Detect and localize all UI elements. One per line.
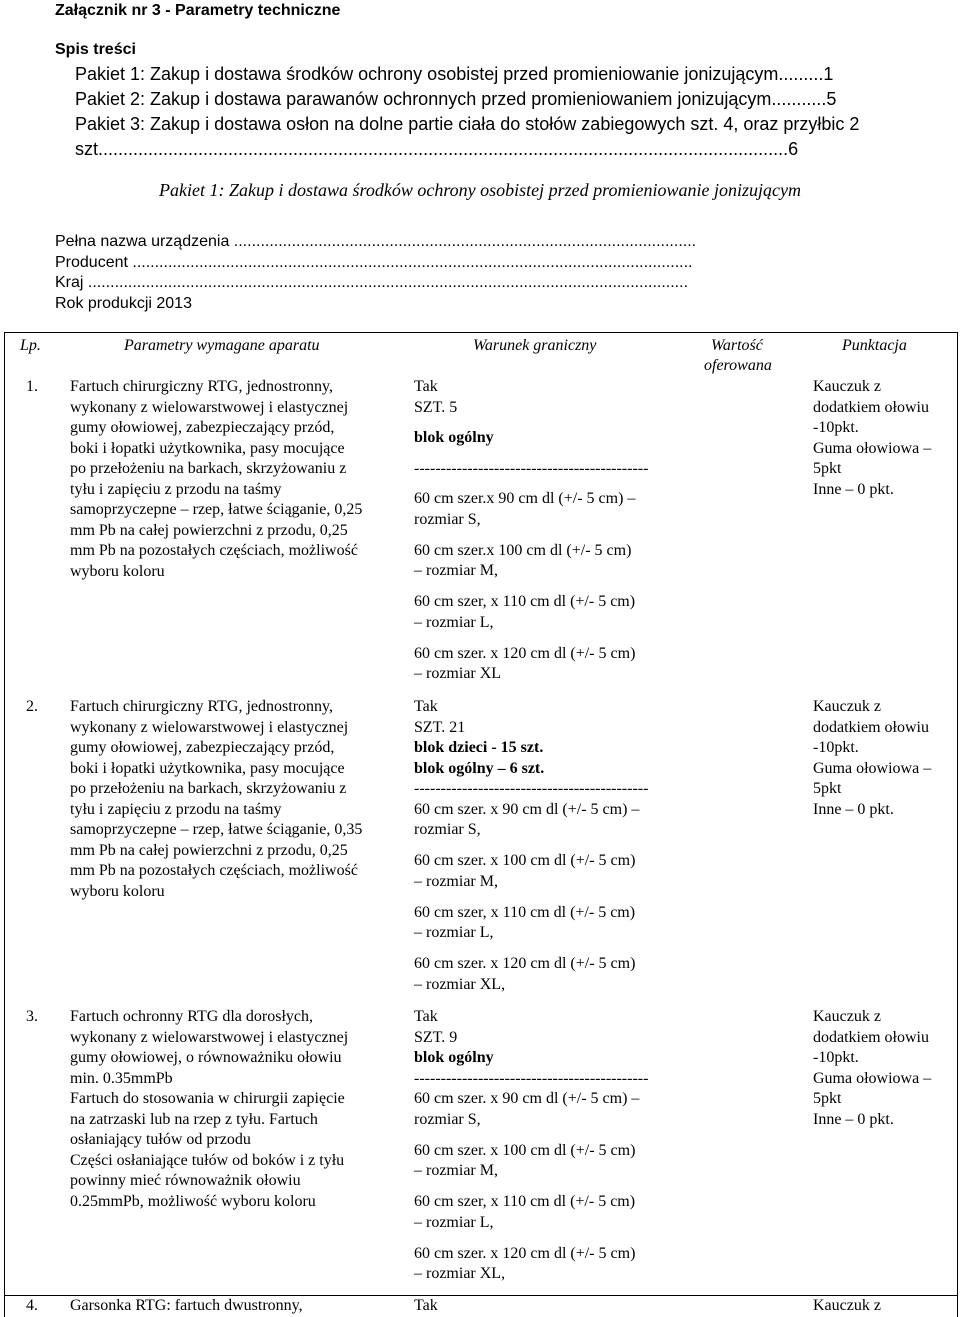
score-line: Guma ołowiowa – (813, 759, 932, 777)
row3-lp: 3. (26, 1008, 38, 1025)
header-params: Parametry wymagane aparatu (124, 337, 320, 354)
score-line: -10pkt. (813, 739, 859, 756)
score-line: dodatkiem ołowiu (813, 398, 929, 416)
size-line: 60 cm szer. x 90 cm dl (+/- 5 cm) – (414, 1090, 640, 1107)
param-line: samoprzyczepne – rzep, łatwe ściąganie, 0,35 (70, 821, 363, 838)
toc-title: Spis treści (55, 41, 136, 58)
param-line: po przełożeniu na barkach, skrzyżowaniu z (70, 780, 347, 797)
row4-lp: 4. (26, 1297, 38, 1314)
header-condition: Warunek graniczny (473, 337, 597, 354)
condition-separator: -------------------------------------------- (414, 459, 649, 477)
toc-entry[interactable]: Pakiet 2: Zakup i dostawa parawanów ochronnych przed promieniowaniem jonizującym...........5 (75, 89, 837, 109)
condition-quantity: SZT. 9 (414, 1028, 458, 1046)
row3-condition (414, 1007, 648, 1285)
condition-quantity: SZT. 21 (414, 718, 466, 736)
row1-score (813, 377, 931, 500)
condition-quantity: SZT. 5 (414, 398, 458, 416)
param-line: osłaniający tułów od przodu (70, 1131, 251, 1148)
toc-entry[interactable]: Pakiet 1: Zakup i dostawa środków ochrony osobistej przed promieniowanie jonizującym.........1 (75, 64, 834, 84)
field-country: Kraj ....................................................................................................................................... (55, 274, 689, 291)
row3-score (813, 1007, 931, 1130)
param-line: wykonany z wielowarstwowej i elastycznej (70, 1028, 349, 1046)
field-device-name: Pełna nazwa urządzenia ........................................................................................................ (55, 233, 697, 250)
size-line: 60 cm szer, x 110 cm dl (+/- 5 cm) (414, 593, 636, 610)
device-fields (55, 232, 696, 314)
package-title: Pakiet 1: Zakup i dostawa środków ochrony osobistej przed promieniowanie jonizującym (159, 180, 801, 200)
condition-tak: Tak (414, 1008, 438, 1025)
size-name: rozmiar S, (414, 1110, 481, 1128)
size-name: – rozmiar L, (414, 1213, 494, 1231)
size-line: 60 cm szer.x 90 cm dl (+/- 5 cm) – (414, 490, 636, 507)
param-line: mm Pb na całej powierzchni z przodu, 0,25 (70, 841, 348, 859)
score-line: Guma ołowiowa – (813, 1069, 932, 1087)
param-line: wykonany z wielowarstwowej i elastycznej (70, 718, 349, 736)
size-line: 60 cm szer. x 90 cm dl (+/- 5 cm) – (414, 800, 640, 818)
row2-condition (414, 697, 648, 995)
row3-params (70, 1007, 348, 1212)
page-header: Załącznik nr 3 - Parametry techniczne (55, 2, 341, 19)
param-line: boki i łopatki użytkownika, pasy mocujące (70, 759, 345, 777)
header-score: Punktacja (842, 337, 907, 354)
score-line: Inne – 0 pkt. (813, 1110, 894, 1128)
param-line: tyłu i zapięciu z przodu na taśmy (70, 480, 282, 498)
param-line: samoprzyczepne – rzep, łatwe ściąganie, 0,25 (70, 501, 363, 518)
score-line: Kauczuk z (813, 1008, 881, 1025)
header-lp: Lp. (20, 337, 41, 354)
table-of-contents (75, 62, 947, 162)
param-line: na zatrzaski lub na rzep z tyłu. Fartuch (70, 1110, 318, 1128)
score-line: Guma ołowiowa – (813, 439, 932, 457)
param-line: tyłu i zapięciu z przodu na taśmy (70, 800, 282, 818)
table-border-top (4, 332, 958, 333)
condition-block: blok dzieci - 15 szt. (414, 739, 544, 756)
row4-params: Garsonka RTG: fartuch dwustronny, (70, 1297, 303, 1314)
row4-condition: Tak (414, 1297, 438, 1314)
param-line: gumy ołowiowej, zabezpieczający przód, (70, 739, 335, 756)
header-value-2: oferowana (704, 357, 772, 374)
row2-lp: 2. (26, 698, 38, 715)
size-line: 60 cm szer. x 120 cm dl (+/- 5 cm) (414, 955, 636, 972)
size-name: – rozmiar XL, (414, 1265, 506, 1282)
score-line: -10pkt. (813, 419, 859, 436)
field-producer: Producent .............................................................................................................................. (55, 253, 693, 271)
row4-score: Kauczuk z (813, 1297, 881, 1314)
size-line: 60 cm szer, x 110 cm dl (+/- 5 cm) (414, 903, 636, 921)
score-line: 5pkt (813, 780, 842, 797)
size-line: 60 cm szer. x 100 cm dl (+/- 5 cm) (414, 1141, 636, 1159)
score-line: -10pkt. (813, 1049, 859, 1066)
row2-params (70, 697, 362, 902)
size-name: – rozmiar L, (414, 613, 494, 631)
score-line: dodatkiem ołowiu (813, 718, 929, 736)
param-line: wyboru koloru (70, 562, 165, 580)
param-line: po przełożeniu na barkach, skrzyżowaniu z (70, 460, 347, 477)
param-line: powinny mieć równoważnik ołowiu (70, 1172, 301, 1189)
size-name: rozmiar S, (414, 821, 481, 838)
score-line: Inne – 0 pkt. (813, 800, 894, 818)
condition-tak: Tak (414, 698, 438, 715)
size-name: rozmiar S, (414, 510, 481, 528)
score-line: Kauczuk z (813, 378, 881, 395)
size-line: 60 cm szer. x 100 cm dl (+/- 5 cm) (414, 852, 636, 869)
param-line: wyboru koloru (70, 882, 165, 900)
param-line: boki i łopatki użytkownika, pasy mocujące (70, 439, 345, 457)
param-line: wykonany z wielowarstwowej i elastycznej (70, 398, 349, 416)
param-line: mm Pb na pozostałych częściach, możliwość (70, 542, 358, 559)
score-line: dodatkiem ołowiu (813, 1028, 929, 1046)
size-name: – rozmiar XL (414, 665, 502, 682)
score-line: 5pkt (813, 460, 842, 477)
condition-block: blok ogólny (414, 429, 494, 446)
size-name: – rozmiar M, (414, 562, 498, 579)
param-line: 0.25mmPb, możliwość wyboru koloru (70, 1192, 316, 1210)
score-line: Kauczuk z (813, 698, 881, 715)
table-border-right (957, 332, 958, 1317)
size-name: – rozmiar M, (414, 872, 498, 890)
size-line: 60 cm szer. x 120 cm dl (+/- 5 cm) (414, 644, 636, 662)
row1-lp: 1. (26, 378, 38, 395)
toc-entry[interactable]: szt..........................................................................................................................................6 (75, 139, 799, 159)
condition-separator: -------------------------------------------- (414, 1069, 649, 1087)
condition-tak: Tak (414, 378, 438, 395)
condition-separator: -------------------------------------------- (414, 780, 649, 797)
param-line: Fartuch ochronny RTG dla dorosłych, (70, 1008, 313, 1025)
param-line: gumy ołowiowej, zabezpieczający przód, (70, 419, 335, 436)
param-line: Fartuch chirurgiczny RTG, jednostronny, (70, 378, 333, 395)
score-line: 5pkt (813, 1090, 842, 1107)
field-production-year: Rok produkcji 2013 (55, 294, 192, 312)
size-name: – rozmiar L, (414, 924, 494, 941)
row2-score (813, 697, 931, 820)
size-name: – rozmiar M, (414, 1162, 498, 1179)
size-line: 60 cm szer.x 100 cm dl (+/- 5 cm) (414, 541, 632, 559)
table-border-left (4, 332, 5, 1317)
param-line: mm Pb na pozostałych częściach, możliwość (70, 862, 358, 879)
row1-condition (414, 377, 648, 685)
param-line: mm Pb na całej powierzchni z przodu, 0,25 (70, 521, 348, 539)
size-line: 60 cm szer, x 110 cm dl (+/- 5 cm) (414, 1193, 636, 1210)
param-line: gumy ołowiowej, o równoważniku ołowiu (70, 1049, 342, 1066)
param-line: Części osłaniające tułów od boków i z tyłu (70, 1151, 345, 1169)
header-value: Wartość (711, 337, 763, 354)
size-name: – rozmiar XL, (414, 975, 506, 993)
condition-block: blok ogólny (414, 1049, 494, 1066)
param-line: Fartuch do stosowania w chirurgii zapięcie (70, 1090, 345, 1107)
param-line: min. 0.35mmPb (70, 1069, 173, 1087)
score-line: Inne – 0 pkt. (813, 480, 894, 498)
condition-block: blok ogólny – 6 szt. (414, 759, 545, 777)
row1-params (70, 377, 362, 582)
size-line: 60 cm szer. x 120 cm dl (+/- 5 cm) (414, 1244, 636, 1262)
param-line: Fartuch chirurgiczny RTG, jednostronny, (70, 698, 333, 715)
toc-entry[interactable]: Pakiet 3: Zakup i dostawa osłon na dolne partie ciała do stołów zabiegowych szt. 4, oraz przyłbic 2 (75, 114, 860, 134)
